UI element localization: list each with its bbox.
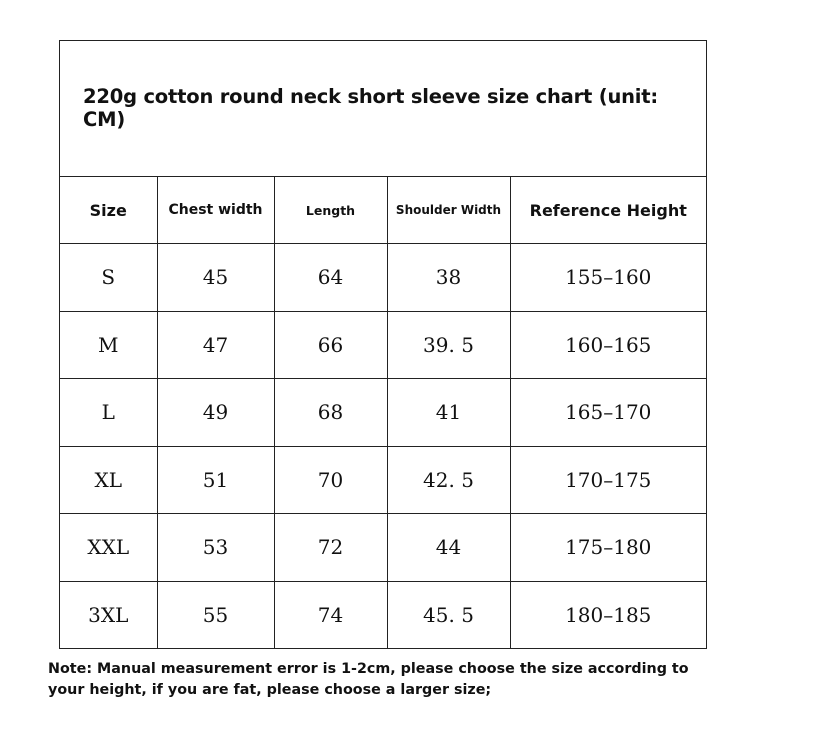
cell-length: 72 bbox=[274, 514, 387, 582]
cell-reference-height: 160–165 bbox=[510, 311, 706, 379]
cell-reference-height: 180–185 bbox=[565, 602, 652, 627]
table-row bbox=[60, 514, 706, 582]
table-row bbox=[60, 446, 706, 514]
cell-shoulder-width: 39. 5 bbox=[387, 311, 510, 379]
cell-length: 74 bbox=[274, 581, 387, 648]
table-row bbox=[60, 379, 706, 447]
header-reference-height: Reference Height bbox=[510, 177, 706, 244]
cell-size: 3XL bbox=[60, 581, 157, 648]
title-box bbox=[60, 41, 706, 177]
cell-chest-width: 45 bbox=[157, 244, 274, 312]
cell-chest-width: 47 bbox=[157, 311, 274, 379]
cell-size: M bbox=[60, 311, 157, 379]
cell-reference-height: 165–170 bbox=[510, 379, 706, 447]
measurement-note bbox=[48, 659, 748, 701]
chart-title: 220g cotton round neck short sleeve size chart (unit: CM) bbox=[83, 84, 659, 131]
cell-size: XXL bbox=[60, 514, 157, 582]
cell-length: 66 bbox=[274, 311, 387, 379]
table-row bbox=[60, 581, 706, 648]
note-line-2: your height, if you are fat, please choose a larger size; bbox=[48, 682, 492, 698]
cell-chest-width: 51 bbox=[157, 446, 274, 514]
size-table bbox=[60, 177, 706, 648]
cell-shoulder-width: 38 bbox=[387, 244, 510, 312]
cell-chest-width: 53 bbox=[157, 514, 274, 582]
cell-shoulder-width: 42. 5 bbox=[387, 446, 510, 514]
cell-length: 64 bbox=[274, 244, 387, 312]
cell-size: XL bbox=[60, 446, 157, 514]
cell-size: S bbox=[60, 244, 157, 312]
table-row bbox=[60, 311, 706, 379]
header-size: Size bbox=[60, 177, 157, 244]
header-chest-width: Chest width bbox=[157, 177, 274, 244]
header-length: Length bbox=[274, 177, 387, 244]
cell-chest-width: 55 bbox=[157, 581, 274, 648]
cell-length: 68 bbox=[274, 379, 387, 447]
table-row bbox=[60, 244, 706, 312]
cell-shoulder-width: 41 bbox=[387, 379, 510, 447]
header-row bbox=[60, 177, 706, 244]
cell-reference-height: 155–160 bbox=[510, 244, 706, 312]
cell-reference-height: 175–180 bbox=[510, 514, 706, 582]
cell-chest-width: 49 bbox=[157, 379, 274, 447]
cell-shoulder-width: 44 bbox=[387, 514, 510, 582]
cell-length: 70 bbox=[274, 446, 387, 514]
cell-shoulder-width: 45. 5 bbox=[387, 581, 510, 648]
header-shoulder-width: Shoulder Width bbox=[387, 177, 510, 244]
cell-reference-height: 170–175 bbox=[510, 446, 706, 514]
note-line-1: Note: Manual measurement error is 1-2cm, please choose the size according to bbox=[48, 661, 689, 677]
cell-size: L bbox=[60, 379, 157, 447]
size-chart bbox=[59, 40, 707, 649]
